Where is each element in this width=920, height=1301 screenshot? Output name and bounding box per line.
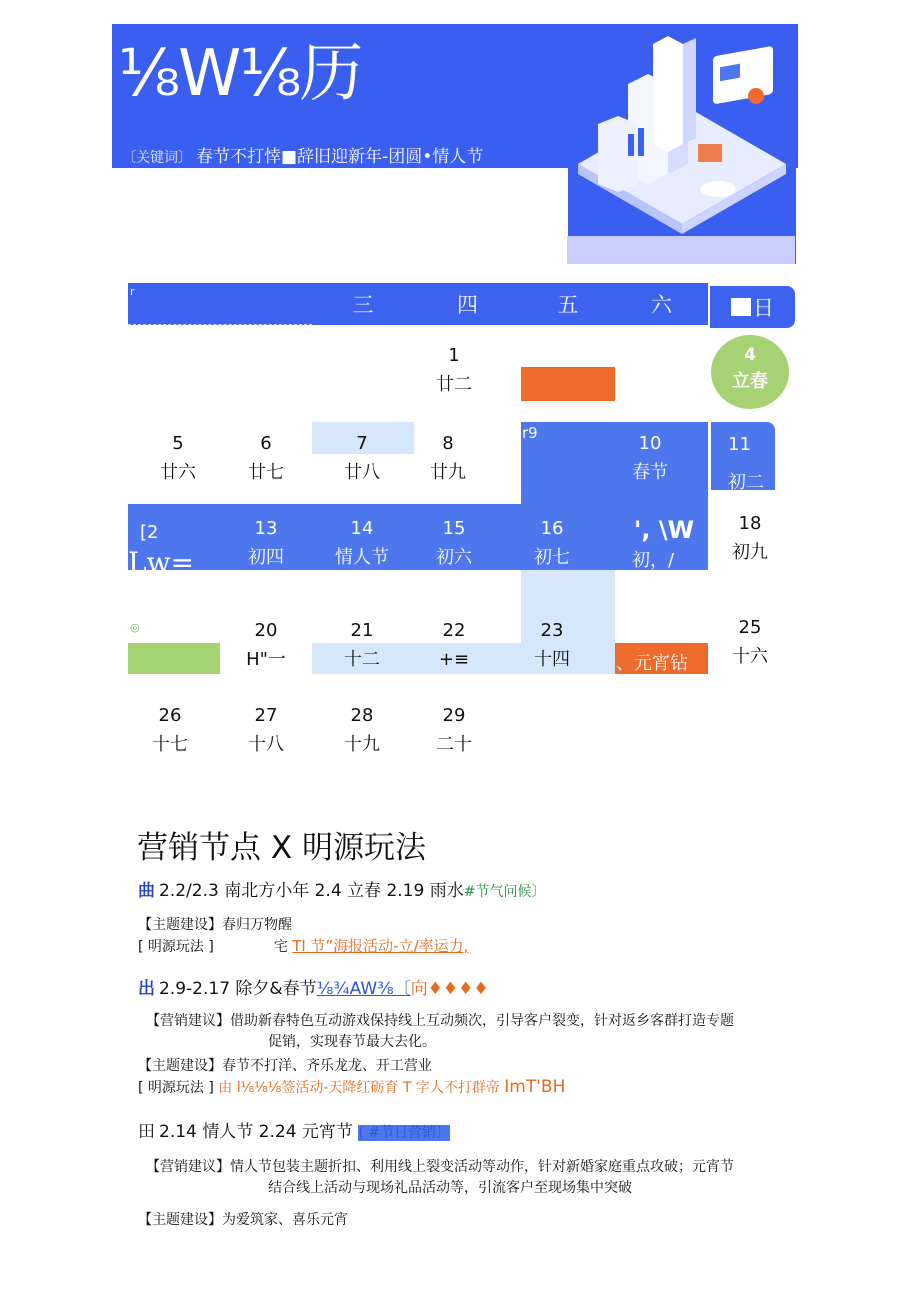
- corner-mark: r: [130, 285, 135, 298]
- day-cell-spring-festival: [604, 430, 696, 492]
- day-cell: [316, 617, 408, 679]
- suggestion-line: 【营销建议】情人节包装主题折扣、利用线上裂变活动等动作，针对新婚家庭重点攻破；元宵节: [146, 1159, 734, 1175]
- day-number: 7: [356, 433, 368, 454]
- marker-symbol: ◎: [130, 621, 140, 634]
- weekday-blank-cell: [128, 283, 312, 325]
- day-number: 13: [254, 518, 278, 539]
- day-number: 21: [350, 620, 374, 641]
- day-cell: [316, 702, 408, 764]
- calendar-weekday-header: [128, 283, 795, 327]
- green-marker: [128, 643, 220, 674]
- calendar-icon: 曲: [138, 881, 155, 901]
- day-number: 25: [738, 617, 762, 638]
- lichun-day: 4: [744, 345, 756, 365]
- lunar-date: 十九: [344, 734, 380, 755]
- keywords-tag: 〔关键词〕: [122, 150, 192, 166]
- orange-marker: [521, 367, 615, 401]
- lunar-date: 十二: [344, 649, 380, 670]
- day-cell: [220, 515, 312, 577]
- day-number: 14: [350, 518, 374, 539]
- day-number: 10: [638, 433, 662, 454]
- day-number: 28: [350, 705, 374, 726]
- day-cell: [220, 430, 312, 492]
- theme-line: 【主题建设】春节不打洋、齐乐龙龙、开工营业: [138, 1058, 432, 1074]
- day-number: 29: [442, 705, 466, 726]
- lunar-date: 情人节: [335, 547, 389, 568]
- lunar-date: 廿二: [436, 374, 472, 395]
- lunar-date: 廿九: [430, 462, 466, 483]
- day-number-fragment: ', \W: [634, 516, 695, 544]
- lunar-date: 廿八: [344, 462, 380, 483]
- day-cell: [402, 430, 494, 492]
- weekday-fri: 五: [521, 283, 615, 325]
- lunar-fragment: Lw=: [128, 546, 195, 579]
- day-number: 11: [728, 434, 751, 455]
- suggestion-line-cont: 结合线上活动与现场礼品活动等，引流客户至现场集中突破: [268, 1180, 632, 1196]
- day-number: 5: [172, 433, 184, 454]
- weekday-sun: [710, 286, 795, 328]
- day-cell: [220, 702, 312, 764]
- lunar-fragment: 初，/: [632, 550, 675, 571]
- page-title: ⅛W⅛历: [118, 37, 362, 111]
- keywords-text: 春节不打悻■辞旧迎新年-团圆•情人节: [196, 147, 484, 167]
- play-line: [138, 935, 468, 956]
- day-number: 8: [442, 433, 454, 454]
- day-number: 6: [260, 433, 272, 454]
- node-dates: 2.14 情人节 2.24 元宵节: [159, 1122, 353, 1142]
- day-cell: [506, 617, 598, 679]
- day-cell: [408, 617, 500, 679]
- play-label: [ 明源玩法 ]: [138, 939, 214, 955]
- lunar-date: 初二: [728, 472, 764, 493]
- calendar-icon: 出: [138, 979, 155, 999]
- day-number: 22: [442, 620, 466, 641]
- play-text: 由 l⅛⅛⅛签活动-天降红砺育 T 字人不打群帝: [218, 1080, 500, 1096]
- play-prefix: 宅: [273, 939, 288, 955]
- calendar-icon: 田: [138, 1122, 155, 1142]
- day-cell: [704, 614, 796, 676]
- day-cell: [132, 430, 224, 492]
- play-label: [ 明源玩法 ]: [138, 1080, 214, 1096]
- lunar-date: 春节: [632, 462, 668, 483]
- day-number: 15: [442, 518, 466, 539]
- day-cell: [316, 430, 408, 492]
- weekday-thu: 四: [414, 283, 521, 325]
- node-heading-1: [138, 876, 545, 901]
- node-tag: #节气问候〕: [463, 884, 546, 900]
- theme-line: 【主题建设】为爱筑家、喜乐元宵: [138, 1212, 348, 1228]
- sun-marker: [731, 298, 751, 316]
- day-number: 18: [738, 513, 762, 534]
- lunar-date: 十七: [152, 734, 188, 755]
- day-cell: [408, 702, 500, 764]
- node-tag: 向♦♦♦♦: [410, 979, 489, 999]
- weekday-wed: 三: [312, 283, 414, 325]
- lunar-date: 廿七: [248, 462, 284, 483]
- day-cell: [704, 510, 796, 572]
- lunar-date: 十四: [534, 649, 570, 670]
- day-number: 27: [254, 705, 278, 726]
- lunar-date: 二十: [436, 734, 472, 755]
- lantern-festival-label: 、元宵钻: [616, 653, 688, 674]
- node-link[interactable]: ⅛¾AW⅜〔: [316, 979, 411, 999]
- theme-line: 【主题建设】春归万物醒: [138, 917, 292, 933]
- node-dates: 2.2/2.3 南北方小年 2.4 立春 2.19 雨水: [159, 881, 464, 901]
- weekday-sun-label: 日: [753, 296, 774, 320]
- day-cell: [506, 515, 598, 577]
- node-heading-3: [138, 1117, 450, 1142]
- day-cell: [124, 702, 216, 764]
- weekday-sat: 六: [615, 283, 708, 325]
- day-cell: [220, 617, 312, 679]
- lunar-date: 十八: [248, 734, 284, 755]
- day-number-fragment: [2: [140, 522, 159, 543]
- lunar-date: 初七: [534, 547, 570, 568]
- city-illustration: [568, 24, 796, 264]
- lichun-label: 立春: [732, 371, 768, 392]
- day-number: 1: [448, 345, 460, 366]
- lunar-date: H"一: [246, 649, 286, 670]
- node-heading-2: [138, 974, 489, 999]
- day-number-fragment: r9: [522, 424, 538, 442]
- day-number: 26: [158, 705, 182, 726]
- lichun-badge: [711, 335, 789, 409]
- node-dates: 2.9-2.17 除夕&春节: [159, 979, 317, 999]
- illustration-band: [567, 236, 795, 264]
- day-number: 20: [254, 620, 278, 641]
- play-link[interactable]: Tl 节”海报活动-立/率运力,: [292, 937, 469, 955]
- keywords-line: [122, 142, 483, 167]
- suggestion-line-cont: 促销，实现春节最大去化。: [268, 1034, 436, 1050]
- lunar-date: 廿六: [160, 462, 196, 483]
- day-number: 23: [540, 620, 564, 641]
- lunar-date: 十六: [732, 646, 768, 667]
- suggestion-line: 【营销建议】借助新春特色互动游戏保持线上互动频次，引导客户裂变，针对返乡客群打造专题: [146, 1013, 734, 1029]
- lunar-date: 初九: [732, 542, 768, 563]
- play-tail: ImT'BH: [504, 1077, 566, 1097]
- lunar-date: +≡: [438, 649, 470, 670]
- day-number: 16: [540, 518, 564, 539]
- node-tag: ( #节日营销〕: [358, 1125, 450, 1141]
- day-cell: [408, 342, 500, 404]
- lunar-date: 初六: [436, 547, 472, 568]
- day-cell-valentines: [316, 515, 408, 577]
- lunar-date: 初四: [248, 547, 284, 568]
- section-title: 营销节点 X 明源玩法: [137, 830, 426, 866]
- play-line: [138, 1077, 565, 1097]
- day-cell: [408, 515, 500, 577]
